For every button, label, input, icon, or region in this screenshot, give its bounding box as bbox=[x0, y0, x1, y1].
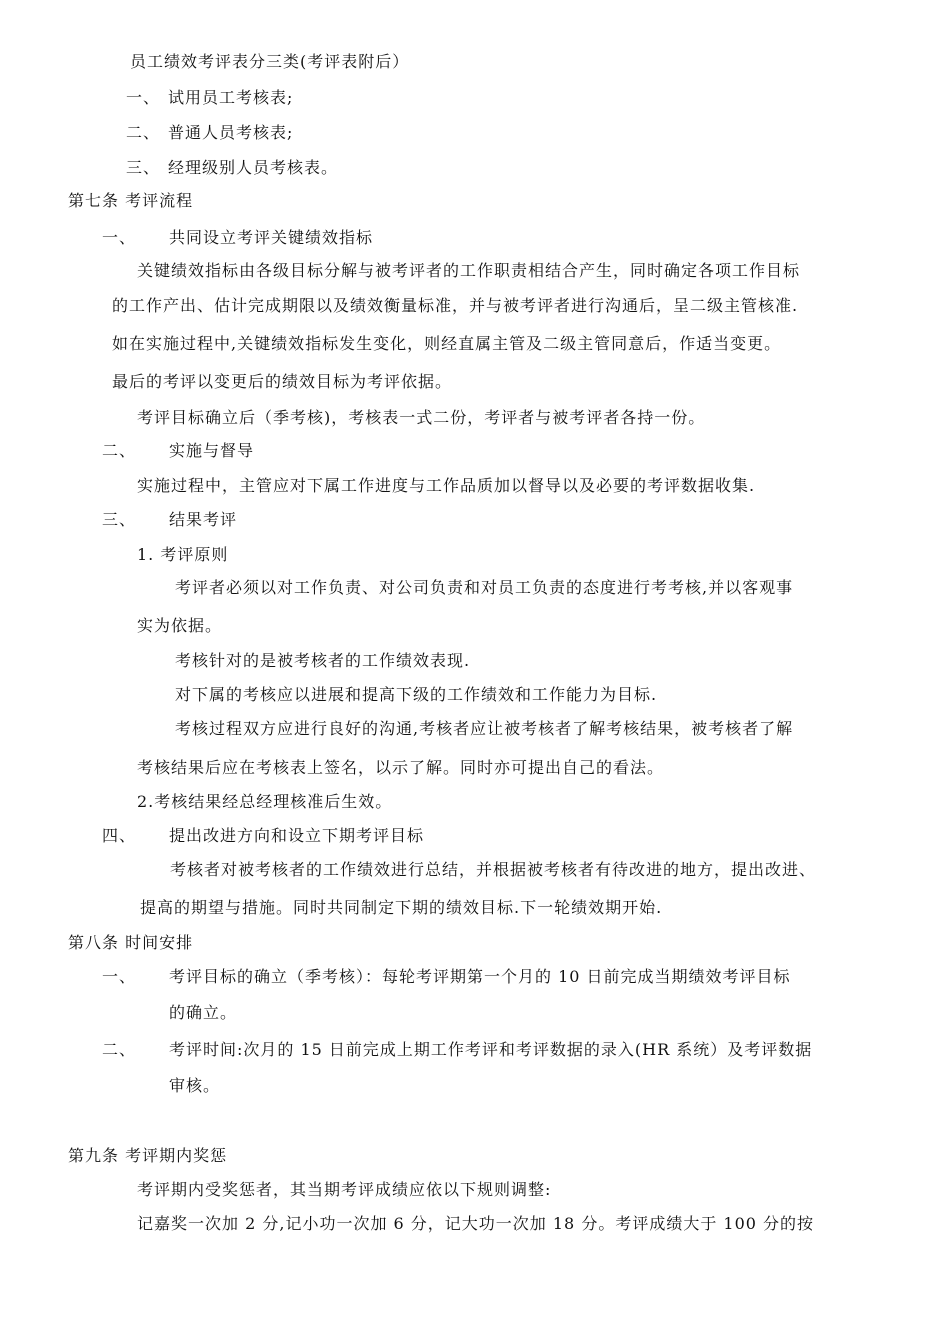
section-number: 三、 bbox=[102, 510, 137, 529]
paragraph-line: 考评期内受奖惩者，其当期考评成绩应依以下规则调整: bbox=[137, 1180, 552, 1199]
list-item-text: 普通人员考核表; bbox=[168, 123, 294, 142]
list-item-number: 三、 bbox=[126, 158, 161, 177]
section-heading bbox=[102, 1040, 812, 1060]
section-heading bbox=[102, 441, 254, 461]
paragraph-line: 实为依据。 bbox=[137, 616, 223, 635]
paragraph-line: 考核结果后应在考核表上签名，以示了解。同时亦可提出自己的看法。 bbox=[137, 758, 665, 777]
paragraph-line: 的确立。 bbox=[169, 1003, 238, 1022]
paragraph-line: 考评者必须以对工作负责、对公司负责和对员工负责的态度进行考考核,并以客观事 bbox=[175, 578, 794, 597]
list-item-number: 二、 bbox=[126, 123, 161, 142]
section-heading bbox=[102, 826, 424, 846]
section-heading bbox=[102, 228, 373, 248]
paragraph-line: 如在实施过程中,关键绩效指标发生变化，则经直属主管及二级主管同意后，作适当变更。 bbox=[112, 334, 782, 353]
paragraph-line: 考核者对被考核者的工作绩效进行总结，并根据被考核者有待改进的地方，提出改进、 bbox=[170, 860, 817, 879]
paragraph-line: 考核针对的是被考核者的工作绩效表现. bbox=[175, 651, 471, 670]
article-9-heading: 第九条 考评期内奖惩 bbox=[68, 1146, 228, 1165]
paragraph-line: 的工作产出、估计完成期限以及绩效衡量标准，并与被考评者进行沟通后，呈二级主管核准. bbox=[112, 296, 799, 315]
list-item-number: 一、 bbox=[126, 88, 161, 107]
section-title: 提出改进方向和设立下期考评目标 bbox=[169, 826, 425, 845]
paragraph-line: 最后的考评以变更后的绩效目标为考评依据。 bbox=[112, 372, 453, 391]
list-item-text: 试用员工考核表; bbox=[168, 88, 294, 107]
subsection-title: 2.考核结果经总经理核准后生效。 bbox=[137, 792, 393, 811]
paragraph-line: 实施过程中，主管应对下属工作进度与工作品质加以督导以及必要的考评数据收集. bbox=[137, 476, 756, 495]
intro-title: 员工绩效考评表分三类(考评表附后） bbox=[130, 52, 410, 71]
section-title: 实施与督导 bbox=[169, 441, 255, 460]
subsection-title: 1. 考评原则 bbox=[137, 545, 229, 564]
paragraph-line: 对下属的考核应以进展和提高下级的工作绩效和工作能力为目标. bbox=[175, 685, 658, 704]
section-heading bbox=[102, 510, 237, 530]
paragraph-line: 考评目标确立后（季考核)，考核表一式二份，考评者与被考评者各持一份。 bbox=[137, 408, 706, 427]
paragraph-line: 提高的期望与措施。同时共同制定下期的绩效目标.下一轮绩效期开始. bbox=[140, 898, 663, 917]
section-title: 共同设立考评关键绩效指标 bbox=[169, 228, 374, 247]
list-item-text: 经理级别人员考核表。 bbox=[168, 158, 339, 177]
paragraph-line: 考核过程双方应进行良好的沟通,考核者应让被考核者了解考核结果，被考核者了解 bbox=[175, 719, 794, 738]
section-number: 二、 bbox=[102, 1040, 137, 1059]
section-title: 结果考评 bbox=[169, 510, 238, 529]
article-8-heading: 第八条 时间安排 bbox=[68, 933, 194, 952]
section-heading bbox=[102, 967, 791, 987]
section-number: 二、 bbox=[102, 441, 137, 460]
paragraph-line: 考评目标的确立（季考核）：每轮考评期第一个月的 10 日前完成当期绩效考评目标 bbox=[169, 967, 791, 986]
article-7-heading: 第七条 考评流程 bbox=[68, 191, 194, 210]
paragraph-line: 关键绩效指标由各级目标分解与被考评者的工作职责相结合产生，同时确定各项工作目标 bbox=[137, 261, 801, 280]
paragraph-line: 考评时间:次月的 15 日前完成上期工作考评和考评数据的录入(HR 系统）及考评数据 bbox=[169, 1040, 813, 1059]
list-item bbox=[126, 123, 293, 143]
list-item bbox=[126, 158, 338, 178]
section-number: 一、 bbox=[102, 228, 137, 247]
paragraph-line: 记嘉奖一次加 2 分,记小功一次加 6 分，记大功一次加 18 分。考评成绩大于 100 分的按 bbox=[137, 1214, 815, 1233]
list-item bbox=[126, 88, 293, 108]
section-number: 一、 bbox=[102, 967, 137, 986]
paragraph-line: 审核。 bbox=[169, 1076, 221, 1095]
section-number: 四、 bbox=[102, 826, 137, 845]
